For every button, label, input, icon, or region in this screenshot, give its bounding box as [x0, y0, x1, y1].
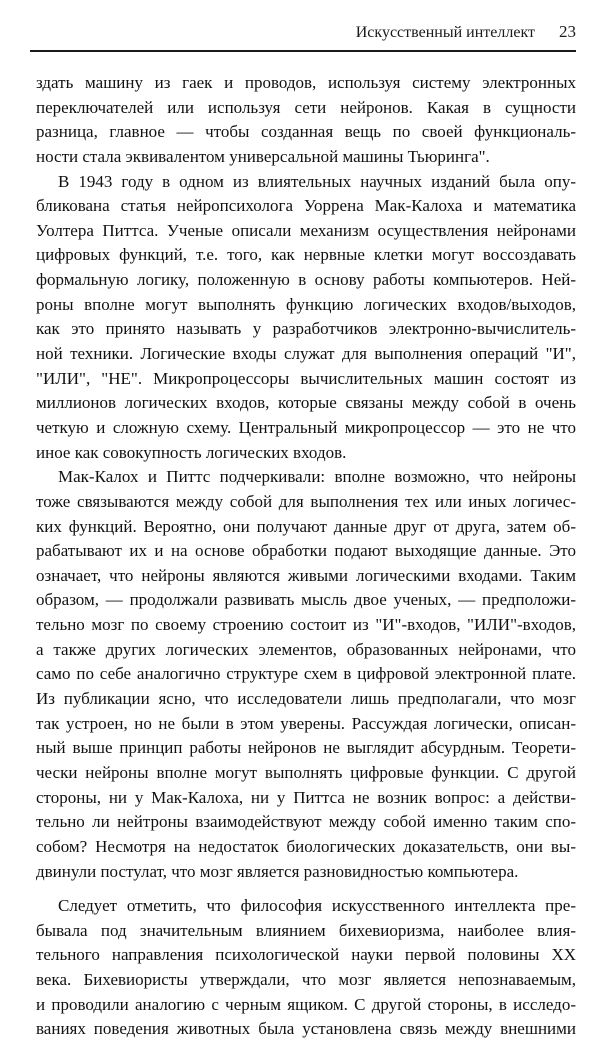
text-line: Следует отметить, что философия искусственного интеллекта пре-	[58, 896, 576, 916]
text-line: разница, главное — чтобы созданная вещь по своей функциональ-	[36, 122, 576, 142]
text-line: цифровых функций, т.е. того, как нервные клетки могут воссоздавать	[36, 245, 576, 265]
text-line: В 1943 году в одном из влиятельных научных изданий была опу-	[58, 171, 576, 191]
paragraph	[36, 465, 576, 884]
paragraph-gap	[36, 884, 576, 894]
text-line: Уолтера Питтса. Ученые описали механизм осуществления нейронами	[36, 220, 576, 240]
text-line: ной техники. Логические входы служат для выполнения операций "И",	[36, 344, 576, 364]
text-line: ких функций. Вероятно, они получают данные друг от друга, затем об-	[36, 516, 576, 536]
text-line: тоже связываются между собой для выполнения тех или иных логичес-	[36, 491, 576, 511]
chapter-title: Искусственный интеллект	[355, 24, 535, 41]
text-line: миллионов логических входов, которые связаны между собой в очень	[36, 393, 576, 413]
paragraph	[36, 170, 576, 466]
text-line: "ИЛИ", "НЕ". Микропроцессоры вычислительных машин состоят из	[36, 368, 576, 388]
text-line: а также других логических элементов, образованных нейронами, что	[36, 639, 576, 659]
text-line: бывала под значительным влиянием бихевиоризма, наиболее влия-	[36, 920, 576, 940]
text-line: образом, — продолжали развивать мысль двое ученых, — предположи-	[36, 590, 576, 610]
text-line: тельно ли нейтроны взаимодействуют между собой именно таким спо-	[36, 812, 576, 832]
text-line: рабатывают их и на основе обработки подают выходящие данные. Это	[36, 541, 576, 561]
text-line: как это принято называть у разработчиков электронно-вычислитель-	[36, 319, 576, 339]
text-line: так устроен, но не были в этом уверены. Рассуждая логически, описан-	[36, 713, 576, 733]
text-line: стороны, ни у Мак-Калоха, ни у Питтса не возник вопрос: а действи-	[36, 787, 576, 807]
text-line: роны вполне могут выполнять функцию логических входов/выходов,	[36, 294, 576, 314]
paragraph	[36, 894, 576, 1042]
text-line: ности стала эквивалентом универсальной машины Тьюринга".	[36, 146, 490, 166]
text-line: чески нейроны вполне могут выполнять цифровые функции. С другой	[36, 762, 576, 782]
paragraph	[36, 71, 576, 170]
text-line: века. Бихевиористы утверждали, что мозг является непознаваемым,	[36, 970, 576, 990]
text-line: собом? Несмотря на недостаток биологических доказательств, они вы-	[36, 836, 576, 856]
text-line: Мак-Калох и Питтс подчеркивали: вполне возможно, что нейроны	[58, 467, 576, 487]
text-line: переключателей или используя сети нейронов. Какая в сущности	[36, 97, 576, 117]
text-line: бликована статья нейропсихолога Уоррена Мак-Калоха и математика	[36, 196, 576, 216]
text-line: ный выше принцип работы нейронов не выглядит абсурдным. Теорети-	[36, 738, 576, 758]
body-text	[36, 71, 576, 1042]
text-line: означает, что нейроны являются живыми логическими входами. Таким	[36, 565, 576, 585]
running-header	[30, 22, 576, 46]
page-number: 23	[559, 22, 576, 41]
text-line: тельно мозг по своему строению состоит из "И"-входов, "ИЛИ"-входов,	[36, 615, 576, 635]
text-line: тельного направления психологической науки первой половины XX	[36, 945, 576, 965]
text-line: формальную логику, положенную в основу работы компьютеров. Ней-	[36, 270, 576, 290]
text-line: четкую и сложную схему. Центральный микропроцессор — это не что	[36, 417, 576, 437]
text-line: ваниях поведения животных была установлена связь между внешними	[36, 1019, 576, 1039]
text-line: иное как совокупность логических входов.	[36, 442, 347, 462]
text-line: само по себе аналогично структуре схем в цифровой электронной плате.	[36, 664, 576, 684]
text-line: Из публикации ясно, что исследователи лишь предполагали, что мозг	[36, 689, 576, 709]
text-line: здать машину из гаек и проводов, используя систему электронных	[36, 73, 576, 92]
text-line: двинули постулат, что мозг является разновидностью компьютера.	[36, 861, 519, 881]
header-rule	[30, 50, 576, 52]
text-line: и проводили аналогию с черным ящиком. С другой стороны, в исследо-	[36, 994, 576, 1014]
